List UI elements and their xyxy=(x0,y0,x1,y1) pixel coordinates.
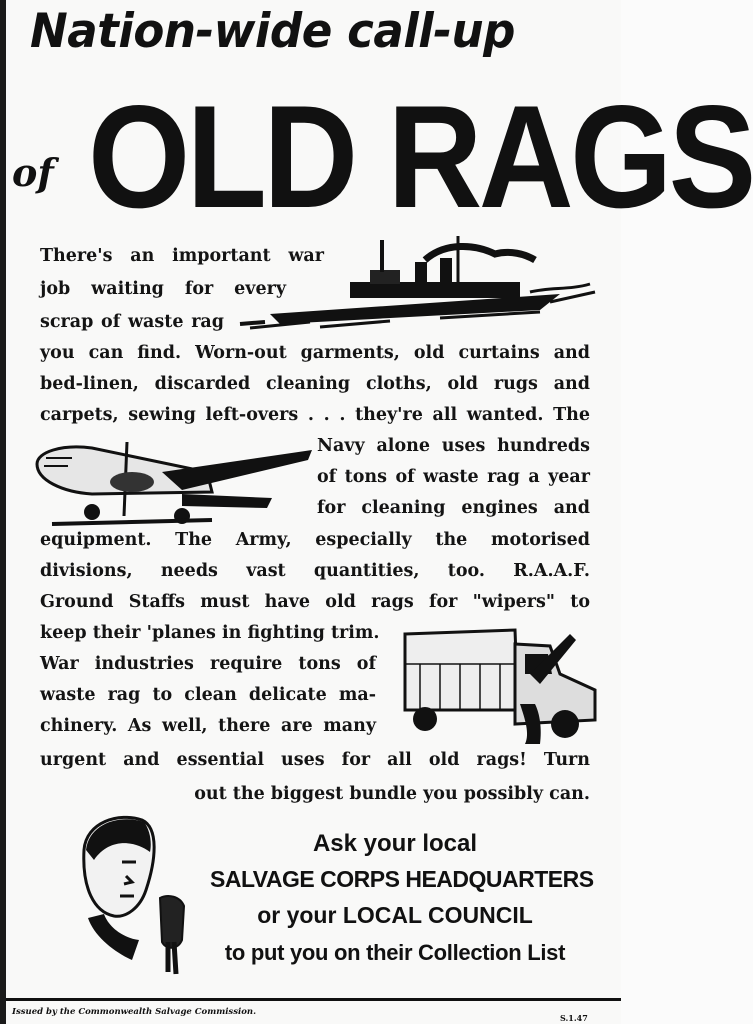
body-line: divisions, needs vast quantities, too. R.A.A.F. xyxy=(40,561,590,581)
body-line: of tons of waste rag a year xyxy=(317,467,590,487)
footer-code: S.1.47 xyxy=(560,1013,588,1023)
body-line: bed-linen, discarded cleaning cloths, old rugs and xyxy=(40,374,590,394)
army-truck-icon xyxy=(400,624,600,749)
body-line: War industries require tons of xyxy=(40,654,376,674)
headline-of: of xyxy=(12,150,54,195)
scan-edge xyxy=(0,0,6,1024)
body-line: carpets, sewing left-overs . . . they're all wanted. The xyxy=(40,405,590,425)
body-line: Navy alone uses hundreds xyxy=(317,436,590,456)
body-line: waste rag to clean delicate ma- xyxy=(40,685,376,705)
body-line: scrap of waste rag xyxy=(40,312,224,332)
cta-line-2: SALVAGE CORPS HEADQUARTERS xyxy=(210,866,594,892)
body-line: Ground Staffs must have old rags for "wipers" to xyxy=(40,592,590,612)
body-line: equipment. The Army, especially the motorised xyxy=(40,530,590,550)
body-line: keep their 'planes in fighting trim. xyxy=(40,623,380,643)
man-with-rag-bundle-icon xyxy=(64,810,194,980)
body-line: job waiting for every xyxy=(40,279,286,299)
body-line: urgent and essential uses for all old rags! Turn xyxy=(40,750,590,770)
body-line: out the biggest bundle you possibly can. xyxy=(194,784,590,804)
footer-issued-by: Issued by the Commonwealth Salvage Commission. xyxy=(12,1007,257,1017)
body-line: you can find. Worn-out garments, old curtains and xyxy=(40,343,590,363)
headline-line-1: Nation-wide call-up xyxy=(30,4,516,59)
headline-line-2: OLD RAGS xyxy=(88,75,753,238)
cta-line-1: Ask your local xyxy=(312,830,478,857)
body-line: There's an important war xyxy=(40,246,324,266)
cta-line-3: or your LOCAL COUNCIL xyxy=(257,902,533,928)
footer-rule xyxy=(6,998,621,1001)
bomber-plane-icon xyxy=(32,436,317,528)
body-line: for cleaning engines and xyxy=(317,498,590,518)
cta-line-4: to put you on their Collection List xyxy=(224,940,566,965)
body-line: chinery. As well, there are many xyxy=(40,716,376,736)
